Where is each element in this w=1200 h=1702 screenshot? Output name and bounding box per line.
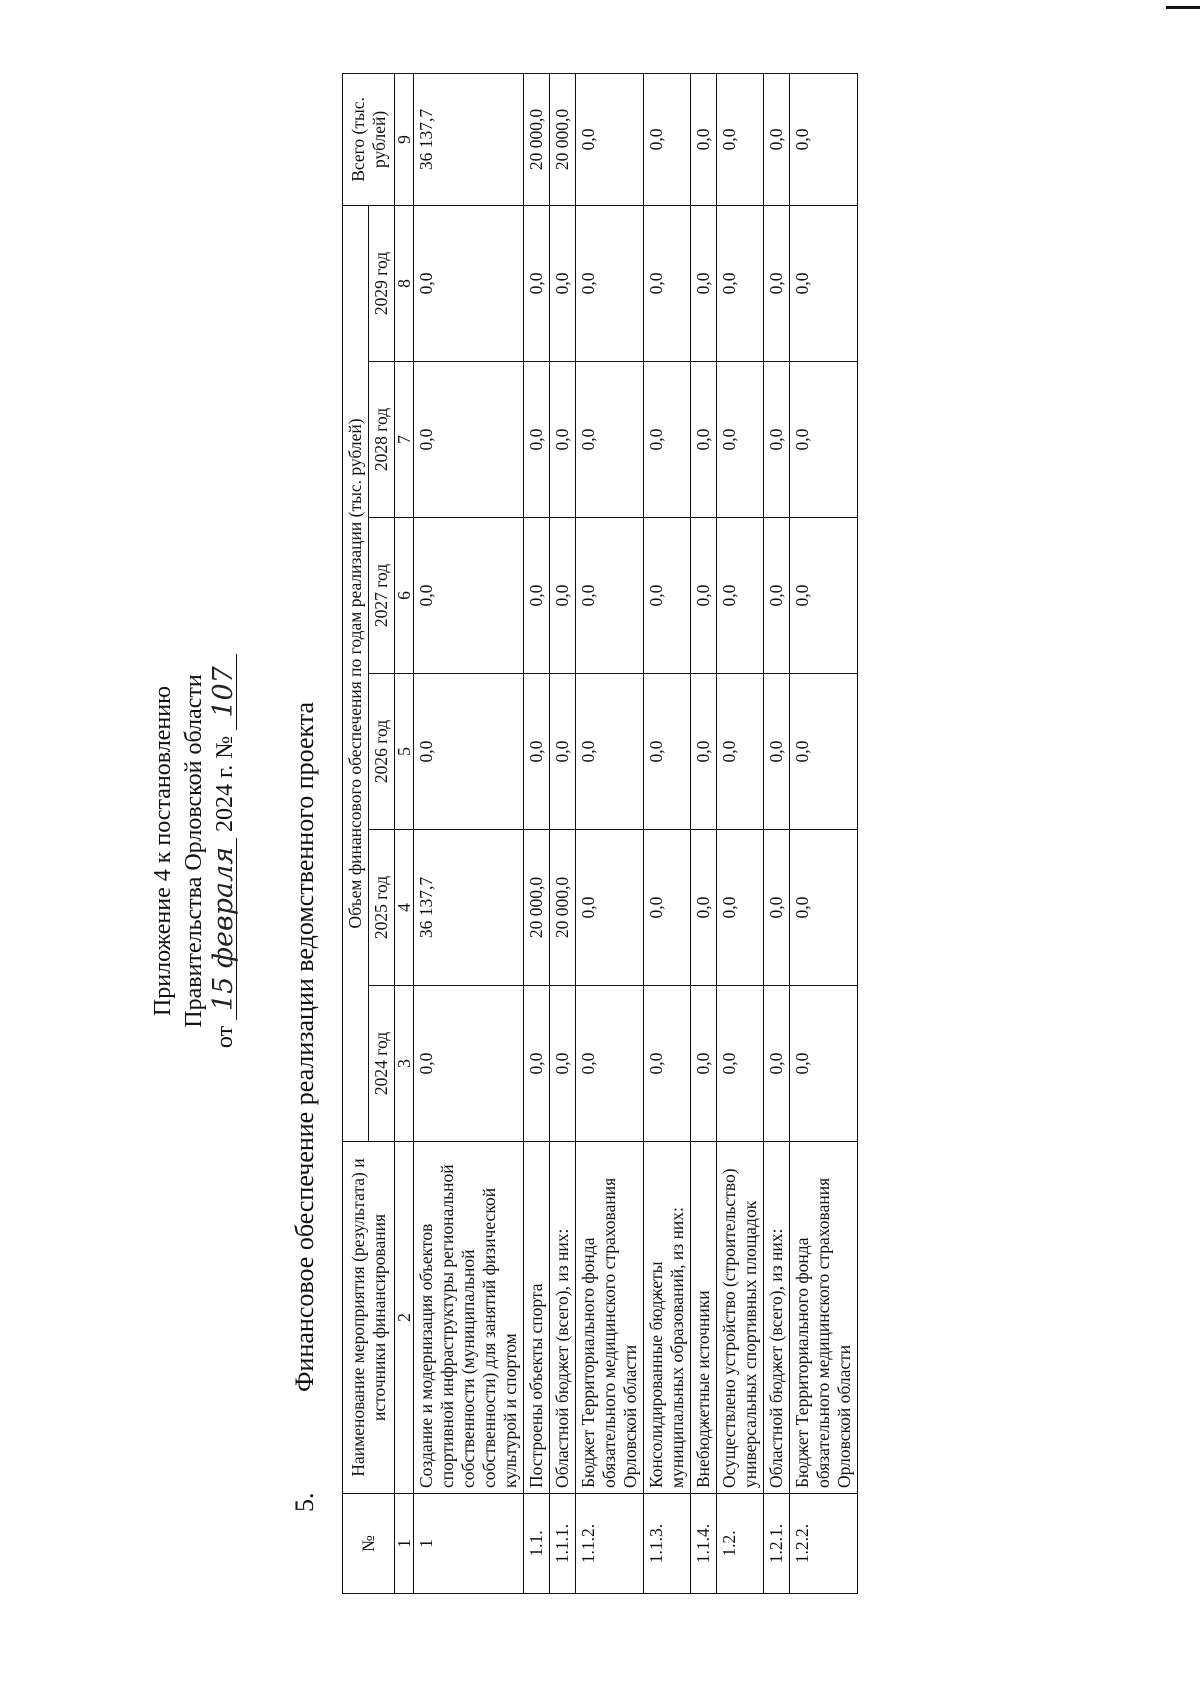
row-year-value: 0,0 (644, 830, 691, 986)
row-year-value: 0,0 (717, 986, 764, 1142)
header-name: Наименование мероприятия (результата) и источники финансирования (343, 1142, 395, 1494)
row-total: 0,0 (790, 73, 858, 205)
row-year-value: 20 000,0 (524, 830, 550, 986)
row-total: 36 137,7 (414, 73, 524, 205)
table-row (576, 73, 644, 1593)
row-year-value: 0,0 (790, 986, 858, 1142)
row-number: 1.2.2. (790, 1494, 858, 1594)
column-index: 6 (395, 518, 414, 674)
header-year: 2025 год (369, 830, 395, 986)
row-total: 0,0 (644, 73, 691, 205)
row-year-value: 0,0 (576, 205, 644, 361)
row-year-value: 0,0 (644, 362, 691, 518)
row-year-value: 0,0 (764, 830, 790, 986)
row-year-value: 0,0 (691, 674, 717, 830)
row-name: Областной бюджет (всего), из них: (764, 1142, 790, 1494)
section-title: Финансовое обеспечение реализации ведомственного проекта (290, 702, 319, 1392)
header-year: 2026 год (369, 674, 395, 830)
row-year-value: 0,0 (790, 205, 858, 361)
row-total: 20 000,0 (550, 73, 576, 205)
row-year-value: 0,0 (764, 518, 790, 674)
row-year-value: 0,0 (524, 986, 550, 1142)
row-year-value: 0,0 (790, 674, 858, 830)
column-index: 1 (395, 1494, 414, 1594)
row-year-value: 0,0 (764, 205, 790, 361)
header-year: 2024 год (369, 986, 395, 1142)
row-number: 1.1.1. (550, 1494, 576, 1594)
row-name: Областной бюджет (всего), из них: (550, 1142, 576, 1494)
financing-table (342, 73, 858, 1594)
row-number: 1 (414, 1494, 524, 1594)
table-row (691, 73, 717, 1593)
column-index: 5 (395, 674, 414, 830)
row-year-value: 0,0 (550, 362, 576, 518)
header-no: № (343, 1494, 395, 1594)
handwritten-number: 107 (212, 654, 237, 730)
section-number: 5. (290, 1492, 319, 1512)
row-year-value: 0,0 (691, 205, 717, 361)
approval-date-line (210, 0, 241, 1702)
row-number: 1.1.4. (691, 1494, 717, 1594)
row-year-value: 0,0 (550, 986, 576, 1142)
row-year-value: 0,0 (524, 674, 550, 830)
header-volume: Объем финансового обеспечения по годам реализации (тыс. рублей) (343, 205, 369, 1141)
row-year-value: 0,0 (550, 205, 576, 361)
row-year-value: 0,0 (644, 518, 691, 674)
row-year-value: 0,0 (414, 986, 524, 1142)
row-name: Внебюджетные источники (691, 1142, 717, 1494)
row-number: 1.2.1. (764, 1494, 790, 1594)
row-name: Консолидированные бюджеты муниципальных образований, из них: (644, 1142, 691, 1494)
row-year-value: 0,0 (764, 674, 790, 830)
row-year-value: 0,0 (524, 362, 550, 518)
row-name: Построены объекты спорта (524, 1142, 550, 1494)
approval-line-2: Правительства Орловской области (181, 674, 207, 1028)
row-total: 0,0 (717, 73, 764, 205)
row-year-value: 0,0 (790, 518, 858, 674)
column-index: 3 (395, 986, 414, 1142)
row-year-value: 20 000,0 (550, 830, 576, 986)
row-year-value: 0,0 (524, 518, 550, 674)
row-year-value: 0,0 (691, 830, 717, 986)
row-year-value: 0,0 (790, 362, 858, 518)
column-index-row (395, 73, 414, 1593)
table-row (550, 73, 576, 1593)
row-number: 1.2. (717, 1494, 764, 1594)
row-total: 0,0 (764, 73, 790, 205)
table-row (524, 73, 550, 1593)
row-year-value: 0,0 (576, 518, 644, 674)
row-number: 1.1.2. (576, 1494, 644, 1594)
row-year-value: 0,0 (691, 362, 717, 518)
row-name: Бюджет Территориального фонда обязательного медицинского страхования Орловской области (576, 1142, 644, 1494)
header-year: 2028 год (369, 362, 395, 518)
row-year-value: 0,0 (550, 674, 576, 830)
row-year-value: 0,0 (576, 986, 644, 1142)
handwritten-date: 15 февраля (212, 838, 237, 1020)
row-year-value: 0,0 (717, 518, 764, 674)
row-year-value: 0,0 (764, 986, 790, 1142)
row-number: 1.1. (524, 1494, 550, 1594)
header-year: 2029 год (369, 205, 395, 361)
approval-block (148, 0, 241, 1702)
column-index: 2 (395, 1142, 414, 1494)
row-year-value: 0,0 (524, 205, 550, 361)
column-index: 8 (395, 205, 414, 361)
row-number: 1.1.3. (644, 1494, 691, 1594)
row-year-value: 0,0 (644, 986, 691, 1142)
table-body (414, 73, 858, 1593)
header-total: Всего (тыс. рублей) (343, 73, 395, 205)
row-year-value: 0,0 (764, 362, 790, 518)
table-row (717, 73, 764, 1593)
row-year-value: 0,0 (790, 830, 858, 986)
row-year-value: 0,0 (550, 518, 576, 674)
row-year-value: 0,0 (414, 518, 524, 674)
row-year-value: 0,0 (414, 674, 524, 830)
row-year-value: 0,0 (576, 362, 644, 518)
date-prefix: от (212, 1025, 238, 1049)
row-total: 0,0 (691, 73, 717, 205)
row-year-value: 0,0 (717, 830, 764, 986)
row-total: 0,0 (576, 73, 644, 205)
approval-line-1: Приложение 4 к постановлению (150, 685, 176, 1017)
row-year-value: 36 137,7 (414, 830, 524, 986)
row-year-value: 0,0 (644, 205, 691, 361)
row-year-value: 0,0 (576, 674, 644, 830)
row-year-value: 0,0 (414, 362, 524, 518)
row-year-value: 0,0 (717, 362, 764, 518)
row-year-value: 0,0 (691, 986, 717, 1142)
row-name: Бюджет Территориального фонда обязательного медицинского страхования Орловской области (790, 1142, 858, 1494)
row-year-value: 0,0 (717, 205, 764, 361)
row-year-value: 0,0 (717, 674, 764, 830)
row-name: Осуществлено устройство (строительство) универсальных спортивных площадок (717, 1142, 764, 1494)
year-text: 2024 г. № (212, 735, 238, 832)
row-total: 20 000,0 (524, 73, 550, 205)
row-year-value: 0,0 (644, 674, 691, 830)
table-row (414, 73, 524, 1593)
row-year-value: 0,0 (691, 518, 717, 674)
row-name: Создание и модернизация объектов спортивной инфраструктуры региональной собственности (муниципальной собственности) для занятий физической культурой и спортом (414, 1142, 524, 1494)
column-index: 4 (395, 830, 414, 986)
column-index: 9 (395, 73, 414, 205)
row-year-value: 0,0 (576, 830, 644, 986)
header-year: 2027 год (369, 518, 395, 674)
table-row (790, 73, 858, 1593)
column-index: 7 (395, 362, 414, 518)
row-year-value: 0,0 (414, 205, 524, 361)
table-row (644, 73, 691, 1593)
table-row (764, 73, 790, 1593)
